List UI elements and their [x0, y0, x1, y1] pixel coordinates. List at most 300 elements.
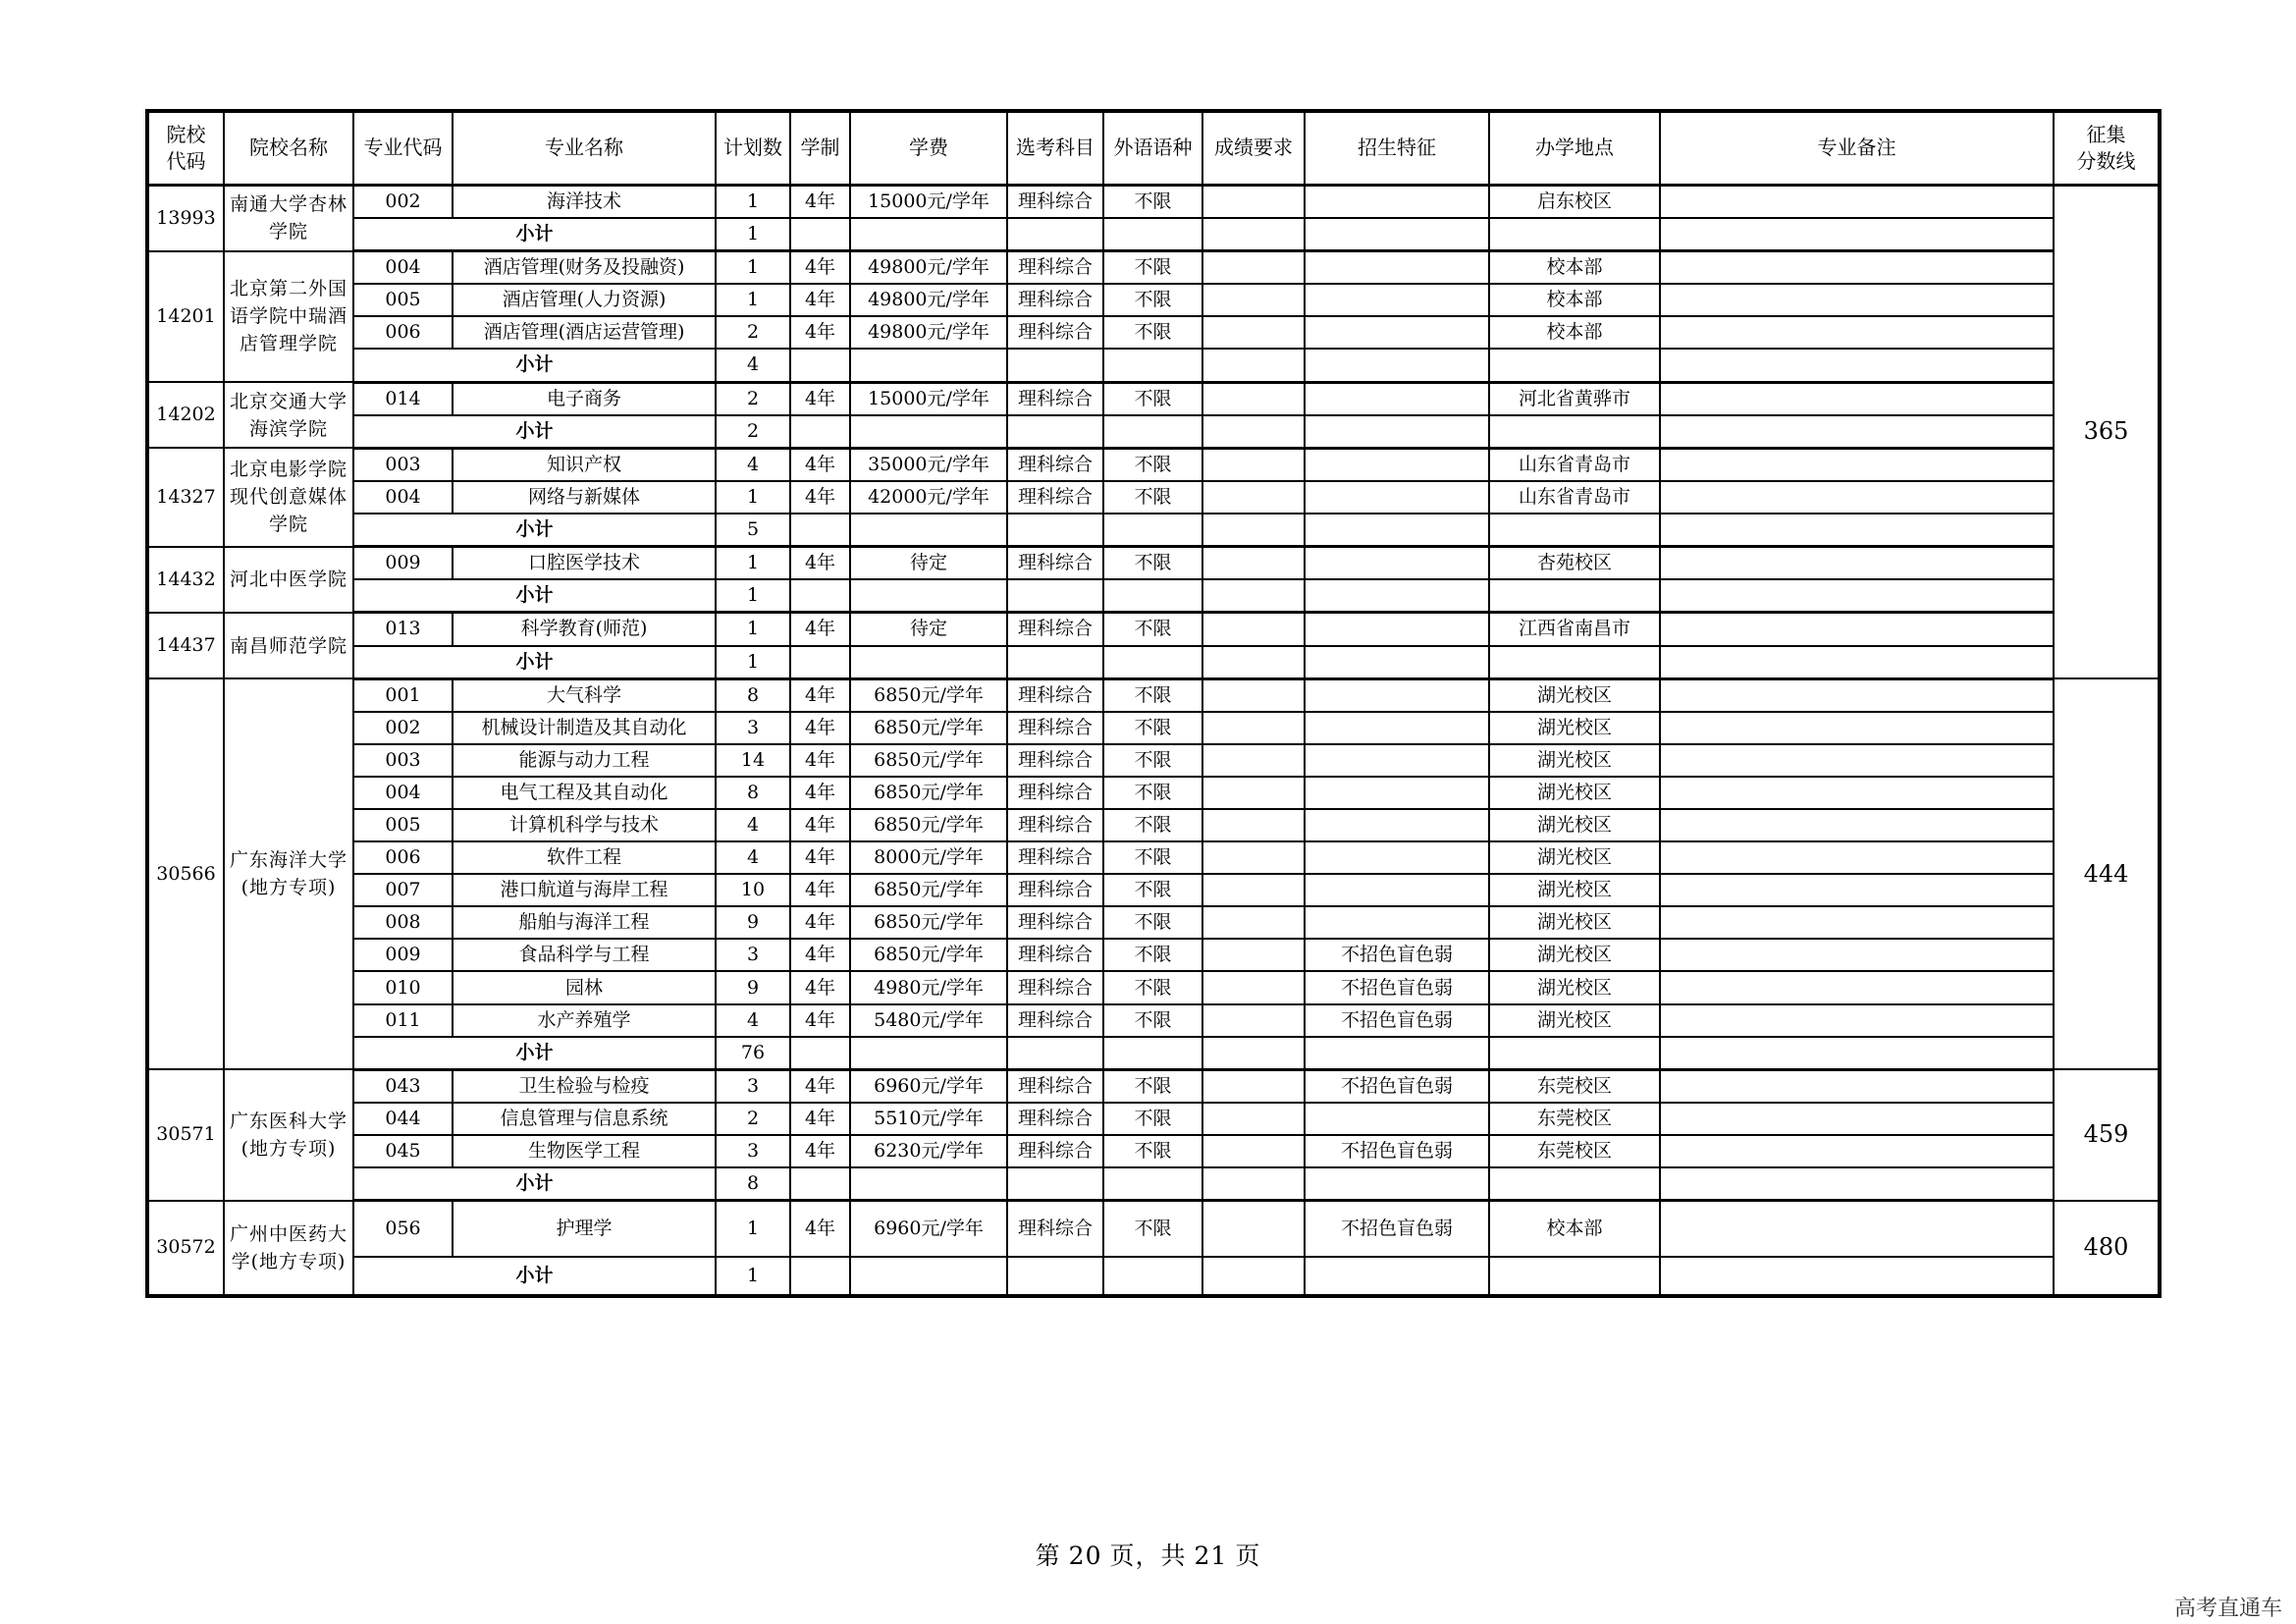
study-years: 4年 — [790, 906, 850, 939]
major-name: 园林 — [453, 971, 716, 1003]
foreign-language: 不限 — [1103, 1135, 1202, 1167]
foreign-language: 不限 — [1103, 1004, 1202, 1037]
major-note — [1660, 939, 2054, 971]
table-row — [147, 678, 2160, 712]
table-row — [147, 1069, 2160, 1103]
plan-count: 9 — [716, 971, 790, 1003]
major-name: 酒店管理(酒店运营管理) — [453, 316, 716, 349]
required-subject: 理科综合 — [1007, 971, 1103, 1003]
empty-cell — [850, 1037, 1007, 1070]
score-requirement — [1202, 939, 1305, 971]
campus-location: 湖光校区 — [1489, 712, 1660, 744]
header-text: 学制 — [800, 135, 840, 160]
empty-cell — [1202, 1037, 1305, 1070]
header-cell — [147, 111, 224, 185]
admission-feature — [1305, 284, 1489, 316]
tuition-fee: 8000元/学年 — [850, 841, 1007, 874]
empty-cell — [790, 514, 850, 547]
admission-feature — [1305, 481, 1489, 514]
subtotal-label: 小计 — [353, 349, 716, 382]
header-text: 外语语种 — [1113, 135, 1193, 160]
header-cell — [1305, 111, 1489, 185]
empty-cell — [1305, 415, 1489, 449]
subtotal-count: 1 — [716, 646, 790, 679]
subtotal-row — [147, 579, 2160, 613]
major-name: 口腔医学技术 — [453, 547, 716, 580]
campus-location: 湖光校区 — [1489, 939, 1660, 971]
campus-location: 湖光校区 — [1489, 809, 1660, 841]
plan-count: 3 — [716, 1135, 790, 1167]
subtotal-count: 8 — [716, 1167, 790, 1201]
study-years: 4年 — [790, 448, 850, 481]
required-subject: 理科综合 — [1007, 678, 1103, 712]
table-row — [147, 251, 2160, 285]
campus-location: 校本部 — [1489, 251, 1660, 285]
study-years: 4年 — [790, 744, 850, 777]
empty-cell — [1305, 218, 1489, 251]
school-name: 广东海洋大学(地方专项) — [224, 678, 353, 1069]
score-requirement — [1202, 613, 1305, 646]
table-row — [147, 481, 2160, 514]
empty-cell — [850, 646, 1007, 679]
major-name: 水产养殖学 — [453, 1004, 716, 1037]
empty-cell — [1305, 514, 1489, 547]
plan-count: 1 — [716, 481, 790, 514]
plan-count: 4 — [716, 448, 790, 481]
plan-count: 4 — [716, 841, 790, 874]
table-row — [147, 284, 2160, 316]
empty-cell — [1007, 415, 1103, 449]
campus-location: 山东省青岛市 — [1489, 448, 1660, 481]
score-requirement — [1202, 185, 1305, 218]
major-name: 酒店管理(人力资源) — [453, 284, 716, 316]
score-requirement — [1202, 382, 1305, 415]
school-name: 河北中医学院 — [224, 547, 353, 613]
empty-cell — [1660, 646, 2054, 679]
plan-count: 1 — [716, 185, 790, 218]
campus-location: 湖光校区 — [1489, 744, 1660, 777]
empty-cell — [1202, 1257, 1305, 1296]
school-code: 14201 — [147, 251, 224, 382]
empty-cell — [1489, 218, 1660, 251]
subtotal-label: 小计 — [353, 646, 716, 679]
school-code: 14437 — [147, 613, 224, 678]
tuition-fee: 6850元/学年 — [850, 809, 1007, 841]
subtotal-count: 76 — [716, 1037, 790, 1070]
major-code: 044 — [353, 1103, 453, 1135]
plan-count: 3 — [716, 939, 790, 971]
admission-feature — [1305, 1103, 1489, 1135]
header-text: 征集 — [2086, 122, 2126, 146]
campus-location: 河北省黄骅市 — [1489, 382, 1660, 415]
empty-cell — [1007, 1167, 1103, 1201]
score-requirement — [1202, 712, 1305, 744]
table-row — [147, 906, 2160, 939]
tuition-fee: 42000元/学年 — [850, 481, 1007, 514]
header-text: 分数线 — [2076, 148, 2136, 173]
subtotal-row — [147, 1037, 2160, 1070]
major-name: 网络与新媒体 — [453, 481, 716, 514]
admission-table — [145, 109, 2162, 1298]
empty-cell — [1305, 646, 1489, 679]
study-years: 4年 — [790, 678, 850, 712]
header-cell — [850, 111, 1007, 185]
subtotal-count: 2 — [716, 415, 790, 449]
header-cell — [1103, 111, 1202, 185]
tuition-fee: 6850元/学年 — [850, 744, 1007, 777]
admission-feature: 不招色盲色弱 — [1305, 939, 1489, 971]
school-name: 南通大学杏林学院 — [224, 185, 353, 250]
foreign-language: 不限 — [1103, 678, 1202, 712]
foreign-language: 不限 — [1103, 939, 1202, 971]
study-years: 4年 — [790, 316, 850, 349]
campus-location: 校本部 — [1489, 284, 1660, 316]
study-years: 4年 — [790, 1069, 850, 1103]
empty-cell — [1202, 349, 1305, 382]
foreign-language: 不限 — [1103, 481, 1202, 514]
empty-cell — [1103, 415, 1202, 449]
subtotal-row — [147, 349, 2160, 382]
tuition-fee: 4980元/学年 — [850, 971, 1007, 1003]
campus-location: 江西省南昌市 — [1489, 613, 1660, 646]
empty-cell — [1202, 514, 1305, 547]
major-name: 科学教育(师范) — [453, 613, 716, 646]
empty-cell — [850, 579, 1007, 613]
cutoff-score: 459 — [2054, 1069, 2160, 1200]
school-name: 广东医科大学(地方专项) — [224, 1069, 353, 1200]
study-years: 4年 — [790, 1004, 850, 1037]
major-note — [1660, 481, 2054, 514]
score-requirement — [1202, 1004, 1305, 1037]
empty-cell — [1007, 349, 1103, 382]
table-row — [147, 841, 2160, 874]
major-note — [1660, 1069, 2054, 1103]
empty-cell — [1202, 579, 1305, 613]
major-name: 护理学 — [453, 1201, 716, 1257]
admission-feature — [1305, 382, 1489, 415]
admission-feature: 不招色盲色弱 — [1305, 1004, 1489, 1037]
school-code: 14327 — [147, 448, 224, 546]
required-subject: 理科综合 — [1007, 939, 1103, 971]
empty-cell — [1103, 1167, 1202, 1201]
major-name: 卫生检验与检疫 — [453, 1069, 716, 1103]
admission-feature — [1305, 809, 1489, 841]
tuition-fee: 5480元/学年 — [850, 1004, 1007, 1037]
major-name: 信息管理与信息系统 — [453, 1103, 716, 1135]
plan-count: 1 — [716, 547, 790, 580]
foreign-language: 不限 — [1103, 547, 1202, 580]
table-row — [147, 939, 2160, 971]
plan-count: 4 — [716, 809, 790, 841]
subtotal-row — [147, 1257, 2160, 1296]
subtotal-label: 小计 — [353, 579, 716, 613]
major-code: 009 — [353, 939, 453, 971]
admission-feature — [1305, 448, 1489, 481]
tuition-fee: 6850元/学年 — [850, 874, 1007, 906]
study-years: 4年 — [790, 613, 850, 646]
empty-cell — [790, 1167, 850, 1201]
major-note — [1660, 777, 2054, 809]
header-text: 招生特征 — [1358, 135, 1436, 160]
empty-cell — [1305, 1167, 1489, 1201]
study-years: 4年 — [790, 284, 850, 316]
major-code: 007 — [353, 874, 453, 906]
study-years: 4年 — [790, 939, 850, 971]
empty-cell — [1489, 1167, 1660, 1201]
tuition-fee: 15000元/学年 — [850, 185, 1007, 218]
major-code: 002 — [353, 185, 453, 218]
campus-location: 湖光校区 — [1489, 874, 1660, 906]
foreign-language: 不限 — [1103, 251, 1202, 285]
major-note — [1660, 613, 2054, 646]
foreign-language: 不限 — [1103, 284, 1202, 316]
admission-feature — [1305, 906, 1489, 939]
plan-count: 3 — [716, 712, 790, 744]
admission-feature: 不招色盲色弱 — [1305, 1201, 1489, 1257]
admission-feature: 不招色盲色弱 — [1305, 1069, 1489, 1103]
foreign-language: 不限 — [1103, 1201, 1202, 1257]
plan-count: 1 — [716, 1201, 790, 1257]
required-subject: 理科综合 — [1007, 1201, 1103, 1257]
table-row — [147, 744, 2160, 777]
major-name: 软件工程 — [453, 841, 716, 874]
study-years: 4年 — [790, 481, 850, 514]
header-text: 计划数 — [723, 135, 782, 160]
major-name: 食品科学与工程 — [453, 939, 716, 971]
tuition-fee: 待定 — [850, 547, 1007, 580]
empty-cell — [850, 1257, 1007, 1296]
empty-cell — [1007, 218, 1103, 251]
major-note — [1660, 284, 2054, 316]
major-note — [1660, 809, 2054, 841]
empty-cell — [1660, 1167, 2054, 1201]
header-text: 办学地点 — [1535, 135, 1614, 160]
major-code: 005 — [353, 284, 453, 316]
score-requirement — [1202, 971, 1305, 1003]
plan-count: 2 — [716, 1103, 790, 1135]
footer-page-mid: 页，共 — [1109, 1542, 1187, 1570]
subtotal-row — [147, 646, 2160, 679]
plan-count: 10 — [716, 874, 790, 906]
empty-cell — [1103, 514, 1202, 547]
major-note — [1660, 1201, 2054, 1257]
score-requirement — [1202, 316, 1305, 349]
plan-count: 1 — [716, 613, 790, 646]
required-subject: 理科综合 — [1007, 613, 1103, 646]
major-note — [1660, 712, 2054, 744]
major-code: 003 — [353, 744, 453, 777]
plan-count: 3 — [716, 1069, 790, 1103]
score-requirement — [1202, 777, 1305, 809]
tuition-fee: 6850元/学年 — [850, 777, 1007, 809]
table-row — [147, 185, 2160, 218]
major-name: 计算机科学与技术 — [453, 809, 716, 841]
empty-cell — [790, 218, 850, 251]
campus-location: 湖光校区 — [1489, 971, 1660, 1003]
score-requirement — [1202, 1103, 1305, 1135]
table-row — [147, 874, 2160, 906]
header-text: 选考科目 — [1016, 135, 1095, 160]
required-subject: 理科综合 — [1007, 874, 1103, 906]
study-years: 4年 — [790, 251, 850, 285]
foreign-language: 不限 — [1103, 874, 1202, 906]
major-code: 004 — [353, 777, 453, 809]
major-code: 004 — [353, 481, 453, 514]
admission-feature — [1305, 185, 1489, 218]
header-cell — [2054, 111, 2160, 185]
major-note — [1660, 841, 2054, 874]
score-requirement — [1202, 906, 1305, 939]
empty-cell — [1103, 349, 1202, 382]
major-name: 船舶与海洋工程 — [453, 906, 716, 939]
major-code: 002 — [353, 712, 453, 744]
major-note — [1660, 251, 2054, 285]
major-code: 056 — [353, 1201, 453, 1257]
plan-count: 9 — [716, 906, 790, 939]
campus-location: 湖光校区 — [1489, 1004, 1660, 1037]
header-cell — [1489, 111, 1660, 185]
required-subject: 理科综合 — [1007, 481, 1103, 514]
school-code: 30566 — [147, 678, 224, 1069]
required-subject: 理科综合 — [1007, 1004, 1103, 1037]
foreign-language: 不限 — [1103, 841, 1202, 874]
plan-count: 1 — [716, 251, 790, 285]
required-subject: 理科综合 — [1007, 712, 1103, 744]
admission-feature — [1305, 678, 1489, 712]
subtotal-row — [147, 218, 2160, 251]
school-name: 广州中医药大学(地方专项) — [224, 1201, 353, 1296]
school-name: 南昌师范学院 — [224, 613, 353, 678]
major-code: 003 — [353, 448, 453, 481]
empty-cell — [1305, 1257, 1489, 1296]
header-text: 成绩要求 — [1214, 135, 1293, 160]
table-row — [147, 382, 2160, 415]
major-name: 电气工程及其自动化 — [453, 777, 716, 809]
campus-location: 校本部 — [1489, 316, 1660, 349]
header-text: 代码 — [166, 148, 206, 173]
header-text: 专业名称 — [545, 135, 623, 160]
empty-cell — [1103, 579, 1202, 613]
campus-location: 校本部 — [1489, 1201, 1660, 1257]
tuition-fee: 49800元/学年 — [850, 284, 1007, 316]
empty-cell — [1305, 349, 1489, 382]
study-years: 4年 — [790, 777, 850, 809]
empty-cell — [1489, 1037, 1660, 1070]
study-years: 4年 — [790, 547, 850, 580]
major-name: 能源与动力工程 — [453, 744, 716, 777]
empty-cell — [1202, 218, 1305, 251]
empty-cell — [1660, 514, 2054, 547]
required-subject: 理科综合 — [1007, 841, 1103, 874]
header-cell — [1202, 111, 1305, 185]
empty-cell — [1660, 349, 2054, 382]
major-note — [1660, 1004, 2054, 1037]
major-code: 009 — [353, 547, 453, 580]
required-subject: 理科综合 — [1007, 1135, 1103, 1167]
major-name: 生物医学工程 — [453, 1135, 716, 1167]
subtotal-count: 1 — [716, 579, 790, 613]
foreign-language: 不限 — [1103, 382, 1202, 415]
admission-feature — [1305, 547, 1489, 580]
header-cell — [453, 111, 716, 185]
major-code: 006 — [353, 841, 453, 874]
admission-feature — [1305, 712, 1489, 744]
watermark-text: 高考直通车 — [2173, 1597, 2282, 1621]
study-years: 4年 — [790, 1103, 850, 1135]
score-requirement — [1202, 251, 1305, 285]
foreign-language: 不限 — [1103, 777, 1202, 809]
empty-cell — [1103, 1037, 1202, 1070]
tuition-fee: 待定 — [850, 613, 1007, 646]
footer-total-pages: 21 — [1194, 1542, 1228, 1570]
school-name: 北京第二外国语学院中瑞酒店管理学院 — [224, 251, 353, 382]
major-note — [1660, 185, 2054, 218]
empty-cell — [1103, 646, 1202, 679]
admission-feature — [1305, 744, 1489, 777]
study-years: 4年 — [790, 971, 850, 1003]
major-note — [1660, 448, 2054, 481]
study-years: 4年 — [790, 382, 850, 415]
empty-cell — [1305, 579, 1489, 613]
empty-cell — [1660, 579, 2054, 613]
study-years: 4年 — [790, 841, 850, 874]
required-subject: 理科综合 — [1007, 547, 1103, 580]
admission-feature — [1305, 777, 1489, 809]
score-requirement — [1202, 744, 1305, 777]
score-requirement — [1202, 284, 1305, 316]
header-cell — [353, 111, 453, 185]
major-code: 005 — [353, 809, 453, 841]
foreign-language: 不限 — [1103, 613, 1202, 646]
study-years: 4年 — [790, 185, 850, 218]
table-row — [147, 547, 2160, 580]
admission-feature: 不招色盲色弱 — [1305, 1135, 1489, 1167]
empty-cell — [850, 218, 1007, 251]
header-cell — [716, 111, 790, 185]
major-code: 043 — [353, 1069, 453, 1103]
school-name: 北京电影学院现代创意媒体学院 — [224, 448, 353, 546]
campus-location: 东莞校区 — [1489, 1069, 1660, 1103]
school-code: 14202 — [147, 382, 224, 448]
major-name: 知识产权 — [453, 448, 716, 481]
empty-cell — [1007, 1037, 1103, 1070]
school-code: 30571 — [147, 1069, 224, 1200]
empty-cell — [1489, 646, 1660, 679]
major-code: 045 — [353, 1135, 453, 1167]
tuition-fee: 6850元/学年 — [850, 906, 1007, 939]
major-code: 014 — [353, 382, 453, 415]
empty-cell — [790, 646, 850, 679]
campus-location: 杏苑校区 — [1489, 547, 1660, 580]
campus-location: 湖光校区 — [1489, 906, 1660, 939]
school-name: 北京交通大学海滨学院 — [224, 382, 353, 448]
tuition-fee: 6230元/学年 — [850, 1135, 1007, 1167]
cutoff-score: 480 — [2054, 1201, 2160, 1296]
study-years: 4年 — [790, 712, 850, 744]
major-code: 006 — [353, 316, 453, 349]
admission-feature — [1305, 316, 1489, 349]
foreign-language: 不限 — [1103, 744, 1202, 777]
foreign-language: 不限 — [1103, 1069, 1202, 1103]
header-row — [147, 111, 2160, 185]
empty-cell — [850, 1167, 1007, 1201]
school-code: 30572 — [147, 1201, 224, 1296]
study-years: 4年 — [790, 1135, 850, 1167]
score-requirement — [1202, 809, 1305, 841]
empty-cell — [1305, 1037, 1489, 1070]
major-name: 海洋技术 — [453, 185, 716, 218]
required-subject: 理科综合 — [1007, 382, 1103, 415]
